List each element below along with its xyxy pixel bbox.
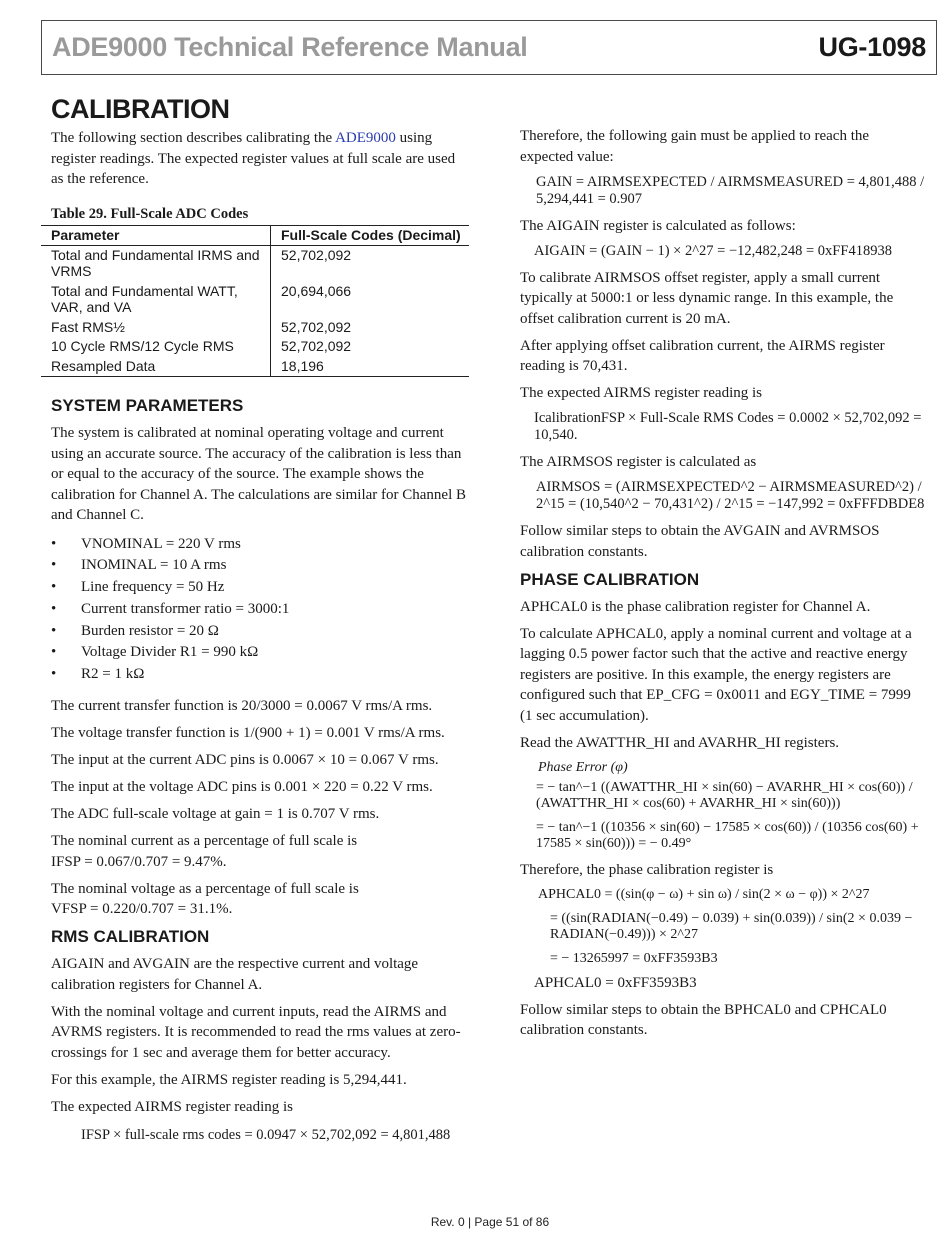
manual-title: ADE9000 Technical Reference Manual [52,32,528,62]
airmsos-equation: AIRMSOS = (AIRMSEXPECTED^2 − AIRMSMEASURED^2) / 2^15 = (10,540^2 − 70,431^2) / 2^15 = −147,992 = 0xFFFDBDE8 [536,479,925,512]
table-row [41,282,469,318]
page-header [41,20,937,75]
left-column [51,94,469,1152]
rms-calibration-p3: For this example, the AIRMS register reading is 5,294,441. [51,1071,407,1088]
nominal-current-percentage: The nominal current as a percentage of full scale is IFSP = 0.067/0.707 = 9.47%. [51,833,358,870]
list-item: • R2 = 1 kΩ [51,666,145,683]
phase-calibration-p4: Therefore, the phase calibration register is [520,861,774,878]
rms-calibration-p4: The expected AIRMS register reading is [51,1098,294,1115]
rms-calibration-p5: Therefore, the following gain must be applied to reach the expected value: [520,128,870,165]
ical-equation: IcalibrationFSP × Full-Scale RMS Codes = 0.0002 × 52,702,092 = 10,540. [534,410,922,443]
table-cell-parameter: Resampled Data [41,357,271,377]
right-column [520,126,925,1047]
list-item: • Burden resistor = 20 Ω [51,622,219,639]
aphcal-final: APHCAL0 = 0xFF3593B3 [534,974,697,991]
rms-calibration-heading: RMS CALIBRATION [51,927,210,947]
gain-equation: GAIN = AIRMSEXPECTED / AIRMSMEASURED = 4,801,488 / 5,294,441 = 0.907 [536,173,925,207]
current-transfer-function: The current transfer function is 20/3000 = 0.0067 V rms/A rms. [51,698,433,715]
phase-error-equation-2: = − tan^−1 ((10356 × sin(60) − 17585 × cos(60)) / (10356 cos(60) + 17585 × sin(60))) = − 0.49° [536,819,919,851]
nominal-voltage-percentage: The nominal voltage as a percentage of full scale is VFSP = 0.220/0.707 = 31.1%. [51,880,359,918]
table-cell-parameter: Fast RMS½ [41,318,271,338]
table-cell-parameter: Total and Fundamental IRMS and VRMS [41,245,271,282]
table-row [41,318,469,338]
phase-calibration-p3: Read the AWATTHR_HI and AVARHR_HI registers. [520,734,840,751]
aphcal-equation-1: APHCAL0 = ((sin(φ − ω) + sin ω) / sin(2 × ω − φ)) × 2^27 [538,886,870,902]
document-id: UG-1098 [818,32,926,62]
phase-calibration-p5: Follow similar steps to obtain the BPHCAL0 and CPHCAL0 calibration constants. [520,1001,887,1038]
column-header-parameter: Parameter [41,225,271,245]
rms-calibration-p8: After applying offset calibration current, the AIRMS register reading is 70,431. [520,337,885,374]
table-caption: Table 29. Full-Scale ADC Codes [51,205,249,222]
list-item: • Line frequency = 50 Hz [51,579,225,596]
list-item: • Voltage Divider R1 = 990 kΩ [51,644,259,661]
current-adc-input: The input at the current ADC pins is 0.0067 × 10 = 0.067 V rms. [51,752,439,769]
ade9000-link[interactable]: ADE9000 [335,130,396,146]
parameter-list [51,534,469,687]
rms-calibration-p7: To calibrate AIRMSOS offset register, apply a small current typically at 5000:1 or less dynamic range. In this example, the offset calibration current is 20 mA. [520,269,894,327]
phase-calibration-p2: To calculate APHCAL0, apply a nominal current and voltage at a lagging 0.5 power factor such that the active and reactive energy registers are positive. In this example, the energy registers are configured such that EP_CFG = 0x0011 and EGY_TIME = 7999 (1 sec accumulation). [520,625,912,724]
table-cell-value: 52,702,092 [281,246,352,263]
list-item: • INOMINAL = 10 A rms [51,557,227,574]
table-cell-value: 18,196 [271,357,470,377]
phase-error-label: Phase Error (φ) [538,759,628,775]
table-cell-value: 52,702,092 [281,318,352,335]
table-row [41,245,469,282]
rms-calibration-p1: AIGAIN and AVGAIN are the respective current and voltage calibration registers for Channel A. [51,956,419,993]
table-cell-value: 52,702,092 [281,338,352,354]
aigain-equation: AIGAIN = (GAIN − 1) × 2^27 = −12,482,248 = 0xFF418938 [534,242,892,259]
table-row [41,337,469,357]
rms-calibration-p9: The expected AIRMS register reading is [520,385,763,401]
rms-calibration-p10: The AIRMSOS register is calculated as [520,454,757,470]
full-scale-codes-table [41,225,469,378]
column-header-codes: Full-Scale Codes (Decimal) [271,225,470,245]
aphcal-equation-3: = − 13265997 = 0xFF3593B3 [550,950,718,966]
calibration-heading: CALIBRATION [51,94,230,124]
phase-error-equation-1: = − tan^−1 ((AWATTHR_HI × sin(60) − AVARHR_HI × cos(60)) / (AWATTHR_HI × cos(60) + AVARHR_HI × sin(60))) [536,779,913,811]
phase-calibration-heading: PHASE CALIBRATION [520,569,700,589]
rms-calibration-p6: The AIGAIN register is calculated as follows: [520,217,796,234]
system-parameters-heading: SYSTEM PARAMETERS [51,396,244,415]
adc-full-scale: The ADC full-scale voltage at gain = 1 is 0.707 V rms. [51,806,380,823]
voltage-adc-input: The input at the voltage ADC pins is 0.001 × 220 = 0.22 V rms. [51,779,433,796]
system-parameters-intro: The system is calibrated at nominal operating voltage and current using an accurate source. The accuracy of the calibration is less than or equal to the accuracy of the source. The example shows the calibration for Channel A. The calculations are similar for Channel B and Channel C. [51,425,467,523]
expected-reading-equation: IFSP × full-scale rms codes = 0.0947 × 52,702,092 = 4,801,488 [81,1127,451,1144]
table-row [41,357,469,377]
table-cell-value: 20,694,066 [281,282,352,299]
rms-calibration-p2: With the nominal voltage and current inputs, read the AIRMS and AVRMS registers. It is recommended to read the rms values at zero-crossings for 1 sec and average them for better accuracy. [51,1003,461,1061]
phase-calibration-p1: APHCAL0 is the phase calibration register for Channel A. [520,598,871,615]
table-cell-parameter: Total and Fundamental WATT, VAR, and VA [41,282,271,318]
table-header-row [41,225,469,245]
table-cell-parameter: 10 Cycle RMS/12 Cycle RMS [41,337,271,357]
page-footer: Rev. 0 | Page 51 of 86 [430,1215,550,1229]
voltage-transfer-function: The voltage transfer function is 1/(900 + 1) = 0.001 V rms/A rms. [51,725,445,742]
calibration-intro: The following section describes calibrating the ADE9000 using register readings. The expected register values at full scale are used as the reference. [51,130,456,187]
aphcal-equation-2: = ((sin(RADIAN(−0.49) − 0.039) + sin(0.039)) / sin(2 × 0.039 − RADIAN(−0.49))) × 2^27 [550,910,913,942]
list-item: • Current transformer ratio = 3000:1 [51,600,290,617]
list-item: • VNOMINAL = 220 V rms [51,535,241,552]
rms-calibration-p11: Follow similar steps to obtain the AVGAIN and AVRMSOS calibration constants. [520,523,880,560]
